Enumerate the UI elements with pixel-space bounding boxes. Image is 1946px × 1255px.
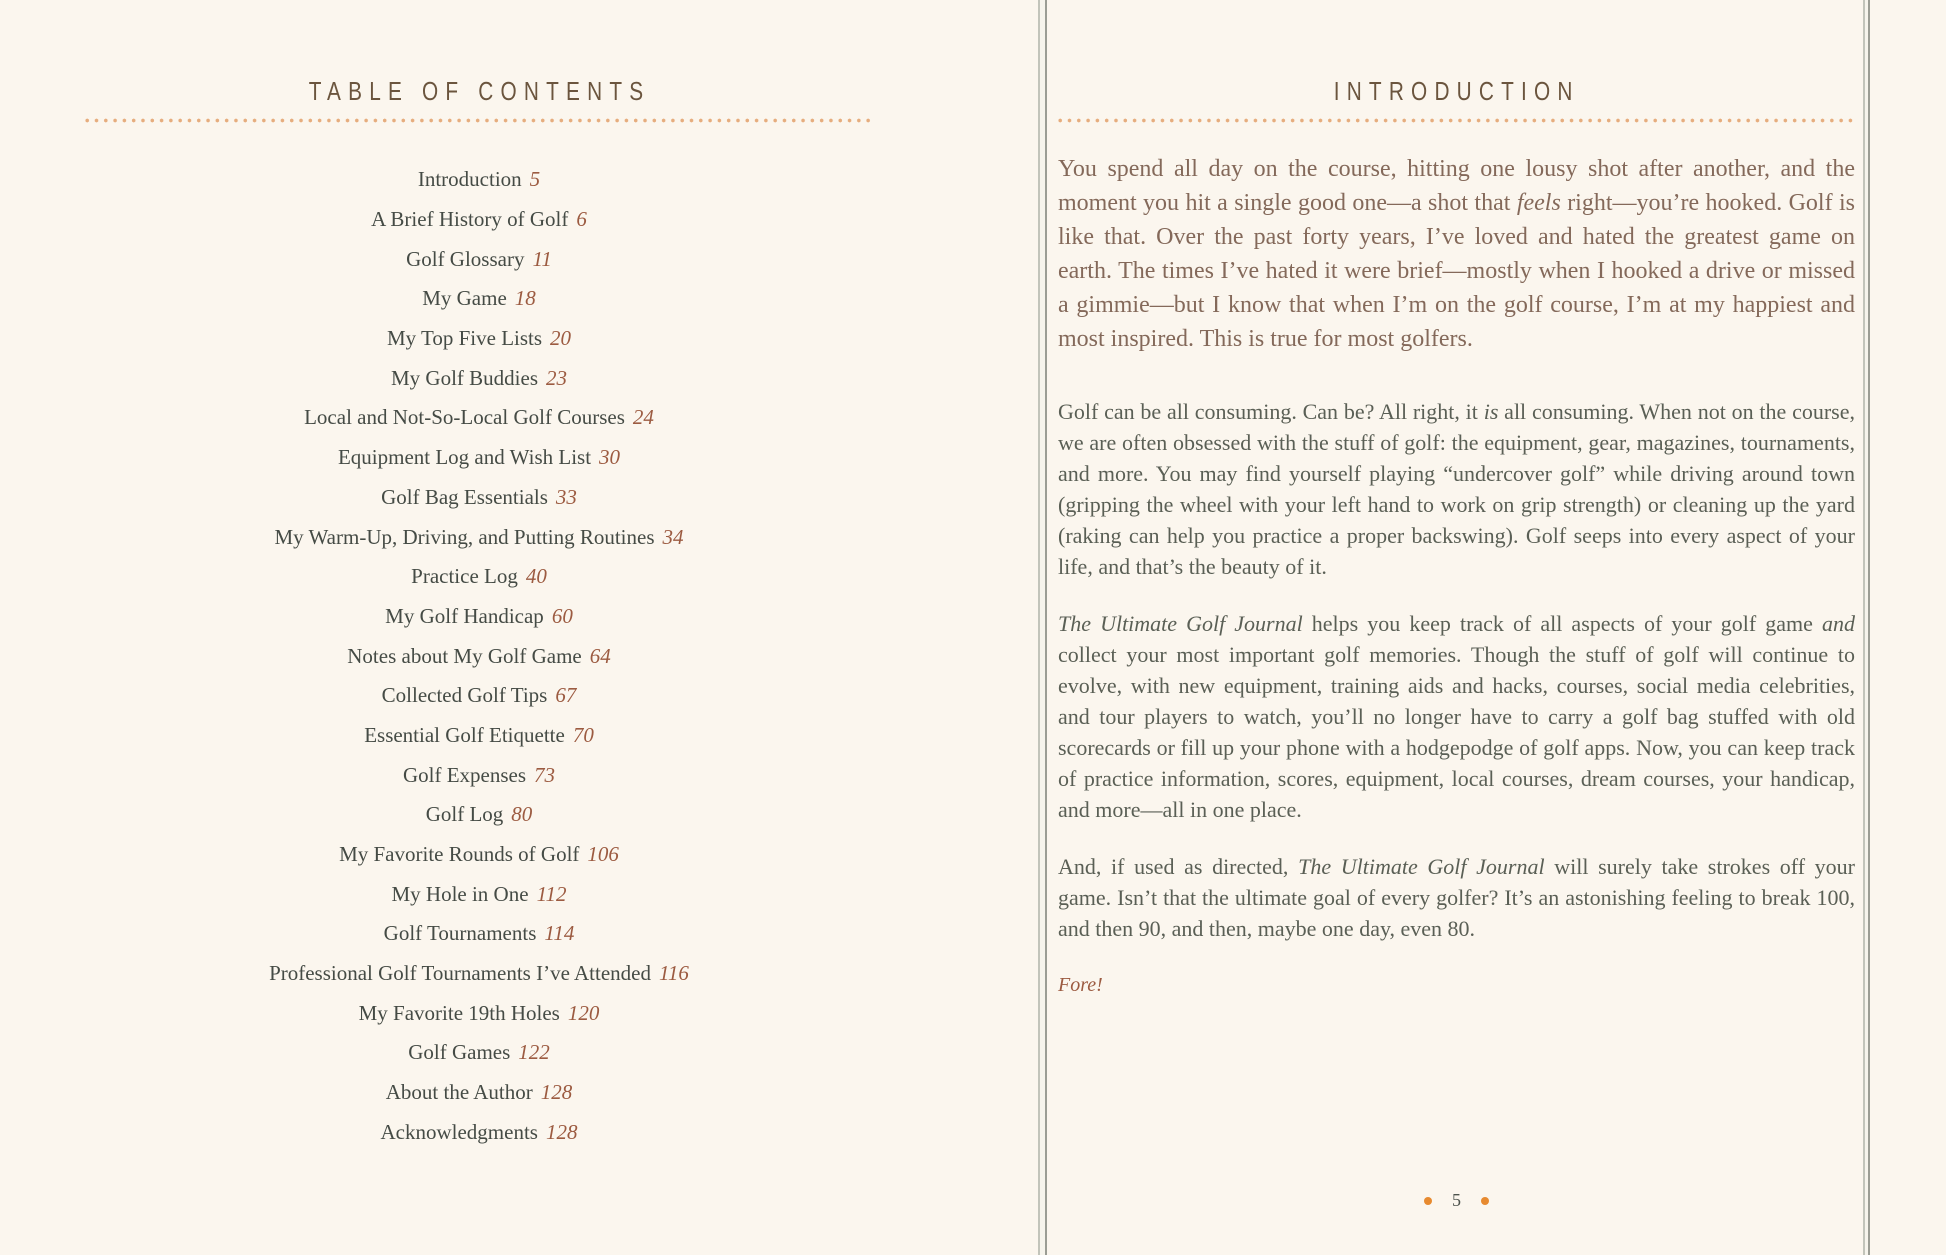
toc-entry-page: 40 bbox=[525, 564, 547, 589]
toc-entry-label: Golf Games bbox=[408, 1040, 511, 1065]
toc-entry bbox=[85, 517, 873, 557]
toc-entry-label: Practice Log bbox=[411, 564, 518, 589]
toc-entry-page: 30 bbox=[599, 445, 621, 470]
toc-entry bbox=[85, 200, 873, 240]
toc-entry-page: 114 bbox=[544, 921, 575, 946]
toc-entry-label: About the Author bbox=[385, 1080, 533, 1105]
toc-entry-page: 67 bbox=[555, 683, 577, 708]
toc-entry-page: 23 bbox=[546, 365, 567, 390]
toc-entry-label: Notes about My Golf Game bbox=[347, 643, 582, 668]
toc-entry-page: 18 bbox=[514, 286, 536, 311]
toc-entry-label: Local and Not-So-Local Golf Courses bbox=[304, 405, 625, 430]
toc-entry-label: Golf Expenses bbox=[402, 762, 527, 787]
text-run: You spend all day on the course, hitting one lousy shot after another, and the moment you hit a single good one—a shot that bbox=[1058, 156, 1855, 216]
introduction-page-title bbox=[1058, 76, 1855, 106]
toc-entry-label: My Warm-Up, Driving, and Putting Routines bbox=[274, 524, 655, 549]
toc-entry-page: 112 bbox=[536, 881, 567, 906]
toc-entry bbox=[85, 239, 873, 279]
italic-text-run: is bbox=[1483, 399, 1499, 424]
italic-text-run: The Ultimate Golf Journal bbox=[1298, 854, 1545, 879]
toc-entry-label: Golf Tournaments bbox=[383, 921, 537, 946]
toc-entry-label: Professional Golf Tournaments I’ve Attended bbox=[269, 961, 651, 986]
toc-entry bbox=[85, 755, 873, 795]
toc-entry-page: 20 bbox=[550, 326, 572, 351]
italic-text-run: and bbox=[1822, 611, 1855, 636]
toc-entry bbox=[85, 636, 873, 676]
toc-entry bbox=[85, 795, 873, 835]
toc-entry-page: 128 bbox=[540, 1080, 573, 1105]
text-run: right—you’re hooked. Golf is like that. Over the past forty years, I’ve loved and hated the greatest game on earth. The times I’ve hated it were brief—mostly when I hooked a drive or missed a gimmie—but I know that when I’m on the golf course, I’m at my happiest and most inspired. This is true for most golfers. bbox=[1058, 190, 1855, 352]
text-run: Golf can be all consuming. Can be? All right, it bbox=[1058, 399, 1484, 424]
toc-entry bbox=[85, 279, 873, 319]
toc-entry bbox=[85, 478, 873, 518]
toc-entry-page: 106 bbox=[587, 842, 619, 867]
toc-entry-label: My Favorite Rounds of Golf bbox=[339, 842, 580, 867]
toc-entry-page: 33 bbox=[555, 484, 577, 509]
intro-paragraph bbox=[1058, 972, 1855, 998]
toc-entry-page: 5 bbox=[529, 167, 541, 192]
toc-entry-label: My Favorite 19th Holes bbox=[358, 1000, 560, 1025]
toc-entry bbox=[85, 597, 873, 637]
text-run: helps you keep track of all aspects of your golf game bbox=[1302, 611, 1822, 636]
text-run: And, if used as directed, bbox=[1058, 854, 1299, 879]
toc-entry-page: 60 bbox=[551, 603, 573, 628]
toc-entry-label: Equipment Log and Wish List bbox=[337, 445, 592, 470]
toc-entry-page: 122 bbox=[518, 1040, 550, 1065]
toc-entry-page: 24 bbox=[632, 405, 654, 430]
page-footer bbox=[1058, 1190, 1855, 1211]
toc-entry-page: 120 bbox=[567, 1000, 600, 1025]
toc-entry-page: 70 bbox=[572, 722, 594, 747]
toc-entry bbox=[85, 835, 873, 875]
book-spine bbox=[1038, 0, 1048, 1255]
toc-entry bbox=[85, 874, 873, 914]
toc-entry bbox=[85, 557, 873, 597]
toc-entry-label: My Top Five Lists bbox=[386, 326, 543, 351]
text-run: will surely take strokes off your game. Isn’t that the ultimate goal of every golfer? It’s an astonishing feeling to break 100, and then 90, and then, maybe one day, even 80. bbox=[1058, 854, 1856, 941]
toc-entry-page: 128 bbox=[545, 1119, 578, 1144]
italic-text-run: The Ultimate Golf Journal bbox=[1058, 611, 1303, 636]
toc-title-divider bbox=[85, 118, 873, 123]
text-run: collect your most important golf memories. Though the stuff of golf will continue to evolve, with new equipment, training aids and hacks, courses, social media celebrities, and tour players to watch, you’ll no longer have to carry a golf bag stuffed with old scorecards or fill up your phone with a hodgepodge of golf apps. Now, you can keep track of practice information, scores, equipment, local courses, dream courses, your handicap, and more—all in one place. bbox=[1058, 642, 1855, 822]
toc-entry bbox=[85, 438, 873, 478]
footer-dot-icon bbox=[1424, 1197, 1432, 1205]
toc-entry-label: Acknowledgments bbox=[380, 1119, 538, 1144]
toc-entry bbox=[85, 1033, 873, 1073]
toc-entry bbox=[85, 716, 873, 756]
intro-paragraph bbox=[1058, 152, 1855, 356]
toc-entry-page: 64 bbox=[589, 643, 611, 668]
text-run: all consuming. When not on the course, we are often obsessed with the stuff of golf: the equipment, gear, magazines, tournaments, and more. You may find yourself playing “undercover golf” while driving around town (gripping the wheel with your left hand to work on grip strength) or cleaning up the yard (raking can help you practice a proper backswing). Golf seeps into every aspect of your life, and that’s the beauty of it. bbox=[1058, 399, 1855, 579]
toc-page-title bbox=[85, 76, 873, 106]
toc-entry-page: 73 bbox=[534, 762, 556, 787]
toc-entry bbox=[85, 1113, 873, 1153]
toc-entry-label: My Golf Handicap bbox=[385, 603, 544, 628]
italic-text-run: Fore! bbox=[1058, 974, 1103, 996]
toc-entry-page: 34 bbox=[662, 524, 684, 549]
intro-paragraph bbox=[1058, 608, 1855, 825]
toc-entry bbox=[85, 319, 873, 359]
toc-entry-label: My Hole in One bbox=[391, 881, 529, 906]
toc-entry-page: 6 bbox=[576, 207, 587, 232]
toc-title-text: TABLE OF CONTENTS bbox=[308, 76, 650, 106]
toc-entry-label: Golf Bag Essentials bbox=[381, 484, 548, 509]
toc-entry-label: Introduction bbox=[417, 167, 522, 192]
introduction-title-text: INTRODUCTION bbox=[1333, 76, 1580, 106]
page-edge bbox=[1863, 0, 1872, 1255]
toc-entry-label: A Brief History of Golf bbox=[371, 207, 569, 232]
toc-entry-page: 116 bbox=[658, 961, 689, 986]
toc-entry-label: Golf Glossary bbox=[406, 246, 525, 271]
toc-entry-page: 80 bbox=[511, 802, 533, 827]
intro-paragraph bbox=[1058, 851, 1855, 944]
intro-paragraph bbox=[1058, 396, 1855, 582]
toc-entry bbox=[85, 358, 873, 398]
toc-entry bbox=[85, 914, 873, 954]
toc-list bbox=[85, 160, 873, 1152]
footer-dot-icon bbox=[1481, 1197, 1489, 1205]
introduction-title-divider bbox=[1058, 118, 1855, 123]
toc-entry-label: Essential Golf Etiquette bbox=[364, 722, 565, 747]
italic-text-run: feels bbox=[1516, 190, 1561, 216]
toc-entry-label: Collected Golf Tips bbox=[381, 683, 548, 708]
intro-paragraphs bbox=[1058, 152, 1855, 998]
toc-entry bbox=[85, 954, 873, 994]
toc-entry-label: Golf Log bbox=[425, 802, 504, 827]
toc-entry bbox=[85, 160, 873, 200]
toc-entry bbox=[85, 676, 873, 716]
toc-entry bbox=[85, 398, 873, 438]
toc-entry bbox=[85, 1073, 873, 1113]
toc-entry-label: My Golf Buddies bbox=[391, 365, 538, 390]
toc-entry-label: My Game bbox=[422, 286, 507, 311]
toc-entry-page: 11 bbox=[532, 246, 552, 271]
toc-entry bbox=[85, 993, 873, 1033]
page-number: 5 bbox=[1452, 1190, 1461, 1210]
